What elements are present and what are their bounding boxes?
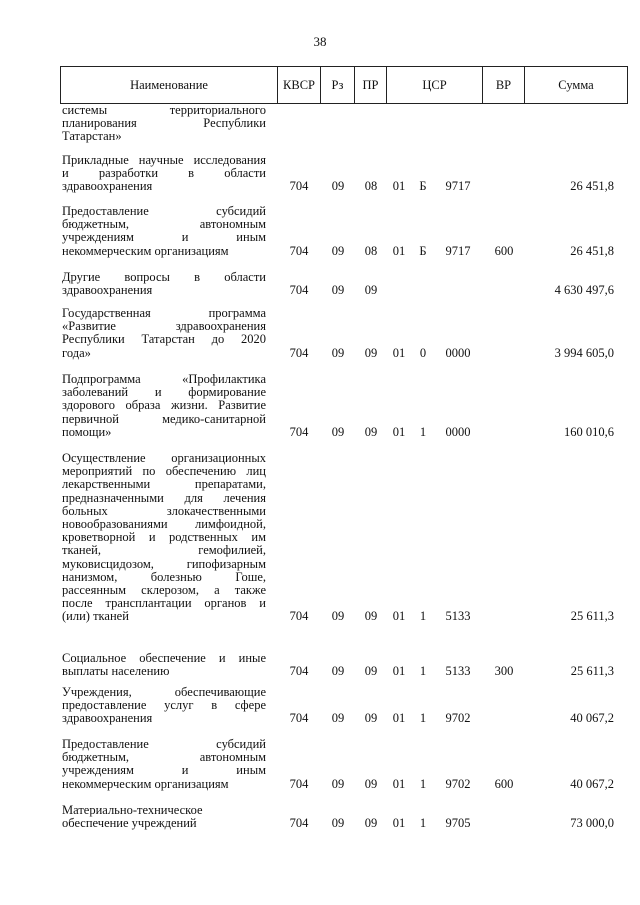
row-name-line: некоммерческим организациям [62, 776, 229, 791]
row-name-line: Учреждения, обеспечивающие [62, 685, 266, 699]
cell-csr2: 0 [419, 345, 427, 360]
row-name [62, 154, 266, 194]
cell-pr: 09 [364, 711, 378, 726]
cell-pr: 09 [364, 664, 378, 679]
cell-csr1: 01 [392, 816, 406, 831]
row-name-line: «Развитие здравоохранения [62, 319, 266, 334]
cell-csr1: 01 [392, 609, 406, 624]
cell-pr: 09 [364, 609, 378, 624]
cell-csr1: 01 [392, 711, 406, 726]
cell-csr3: 9702 [445, 711, 471, 726]
row-name-line: нанизмом, болезнью Гоше, [62, 569, 266, 584]
cell-pr: 08 [364, 179, 378, 194]
row-name-line: бюджетным, автономным [62, 217, 266, 232]
row-name-line: Другие вопросы в области [62, 270, 266, 284]
row-name-line: после трансплантации органов и [62, 596, 266, 611]
row-name-line: Социальное обеспечение и иные [62, 651, 266, 665]
row-name-line: здравоохранения [62, 283, 153, 298]
row-name [62, 373, 266, 439]
cell-csr1: 01 [392, 243, 406, 258]
cell-csr2: Б [419, 179, 427, 194]
cell-pr: 09 [364, 816, 378, 831]
cell-csr2: 1 [419, 711, 427, 726]
row-name [62, 271, 266, 297]
row-name-line: предназначенными для лечения [62, 490, 266, 505]
cell-kvsr: 704 [289, 179, 309, 194]
row-name-line: (или) тканей [62, 609, 129, 624]
row-name-line: здравоохранения [62, 179, 153, 194]
row-name-line: рассеянным склерозом, а также [62, 583, 266, 598]
cell-csr3: 0000 [445, 424, 471, 439]
row-name-line: Материально-техническое [62, 803, 203, 817]
cell-pr: 08 [364, 243, 378, 258]
header-name: Наименование [61, 67, 278, 103]
cell-kvsr: 704 [289, 664, 309, 679]
cell-sum: 25 611,3 [570, 664, 614, 679]
cell-csr2: 1 [419, 424, 427, 439]
row-name-line: обеспечение учреждений [62, 816, 197, 831]
header-sum: Сумма [558, 78, 594, 92]
cell-rz: 09 [331, 283, 345, 298]
cell-kvsr: 704 [289, 345, 309, 360]
row-name-line: предоставление услуг в сфере [62, 698, 266, 713]
row-name-line: некоммерческим организациям [62, 243, 229, 258]
cell-csr1: 01 [392, 424, 406, 439]
cell-rz: 09 [331, 179, 345, 194]
row-name [62, 307, 266, 360]
header-vr: ВР [483, 67, 525, 103]
cell-csr3: 9717 [445, 179, 471, 194]
cell-pr: 09 [364, 283, 378, 298]
cell-rz: 09 [331, 816, 345, 831]
cell-rz: 09 [331, 609, 345, 624]
cell-sum: 4 630 497,6 [554, 283, 614, 298]
cell-sum: 25 611,3 [570, 609, 614, 624]
cell-csr2: 1 [419, 664, 427, 679]
cell-rz: 09 [331, 664, 345, 679]
row-name-line: заболеваний и формирование [62, 385, 266, 400]
row-name-line: Татарстан» [62, 129, 122, 144]
row-name [62, 804, 266, 830]
cell-kvsr: 704 [289, 776, 309, 791]
cell-rz: 09 [331, 776, 345, 791]
cell-kvsr: 704 [289, 283, 309, 298]
row-name [62, 738, 266, 791]
row-name-line: больных злокачественными [62, 503, 266, 518]
cell-csr1: 01 [392, 345, 406, 360]
row-name-line: Подпрограмма «Профилактика [62, 372, 266, 386]
row-name-line: Республики Татарстан до 2020 [62, 332, 266, 347]
header-rz: Рз [321, 67, 355, 103]
cell-vr: 300 [494, 664, 514, 679]
cell-csr1: 01 [392, 179, 406, 194]
row-name-line: выплаты населению [62, 664, 170, 679]
row-name-line: тканей, гемофилией, [62, 543, 266, 558]
cell-kvsr: 704 [289, 424, 309, 439]
row-name-line: Прикладные научные исследования [62, 153, 266, 167]
cell-csr2: 1 [419, 816, 427, 831]
cell-csr2: 1 [419, 609, 427, 624]
cell-csr2: Б [419, 243, 427, 258]
cell-csr3: 9702 [445, 776, 471, 791]
cell-sum: 160 010,6 [564, 424, 614, 439]
row-name-line: учреждениям и иным [62, 230, 266, 245]
row-name-line: Предоставление субсидий [62, 737, 266, 751]
row-name [62, 686, 266, 726]
cell-rz: 09 [331, 345, 345, 360]
header-kvsr: КВСР [278, 67, 321, 103]
row-name [62, 452, 266, 624]
page-number: 38 [313, 34, 327, 49]
cell-vr: 600 [494, 243, 514, 258]
row-name-line: муковисцидозом, гипофизарным [62, 556, 266, 571]
cell-pr: 09 [364, 776, 378, 791]
cell-sum: 73 000,0 [570, 816, 614, 831]
row-name-line: помощи» [62, 424, 112, 439]
cell-pr: 09 [364, 424, 378, 439]
cell-csr3: 9717 [445, 243, 471, 258]
row-name-line: Государственная программа [62, 306, 266, 320]
row-name-line: кроветворной и родственных им [62, 530, 266, 545]
row-name-line: здорового образа жизни. Развитие [62, 398, 266, 413]
cell-csr3: 5133 [445, 609, 471, 624]
row-name-line: мероприятий по обеспечению лиц [62, 464, 266, 479]
cell-rz: 09 [331, 243, 345, 258]
row-name-line: лекарственными препаратами, [62, 477, 266, 492]
row-name-line: Осуществление организационных [62, 451, 266, 465]
cell-csr1: 01 [392, 664, 406, 679]
cell-sum: 26 451,8 [570, 179, 614, 194]
row-name [62, 205, 266, 258]
cell-csr3: 9705 [445, 816, 471, 831]
row-name-line: новообразованиями лимфоидной, [62, 517, 266, 532]
row-name-line: учреждениям и иным [62, 763, 266, 778]
cell-sum: 3 994 605,0 [554, 345, 614, 360]
cell-sum: 40 067,2 [570, 776, 614, 791]
cell-kvsr: 704 [289, 609, 309, 624]
cell-csr2: 1 [419, 776, 427, 791]
cell-csr3: 0000 [445, 345, 471, 360]
cell-pr: 09 [364, 345, 378, 360]
row-name-line: и разработки в области [62, 166, 266, 181]
cell-kvsr: 704 [289, 243, 309, 258]
header-csr: ЦСР [387, 67, 483, 103]
cell-rz: 09 [331, 711, 345, 726]
cell-vr: 600 [494, 776, 514, 791]
header-pr: ПР [355, 67, 387, 103]
cell-rz: 09 [331, 424, 345, 439]
row-name-line: здравоохранения [62, 711, 153, 726]
table-header [60, 66, 628, 104]
row-name-line: планирования Республики [62, 116, 266, 131]
row-name-line: бюджетным, автономным [62, 750, 266, 765]
cell-csr1: 01 [392, 776, 406, 791]
row-name [62, 652, 266, 678]
cell-kvsr: 704 [289, 816, 309, 831]
row-name [62, 104, 266, 144]
row-name-line: Предоставление субсидий [62, 204, 266, 218]
cell-kvsr: 704 [289, 711, 309, 726]
row-name-line: первичной медико-санитарной [62, 411, 266, 426]
cell-sum: 40 067,2 [570, 711, 614, 726]
row-name-line: системы территориального [62, 103, 266, 117]
row-name-line: года» [62, 345, 91, 360]
cell-sum: 26 451,8 [570, 243, 614, 258]
cell-csr3: 5133 [445, 664, 471, 679]
